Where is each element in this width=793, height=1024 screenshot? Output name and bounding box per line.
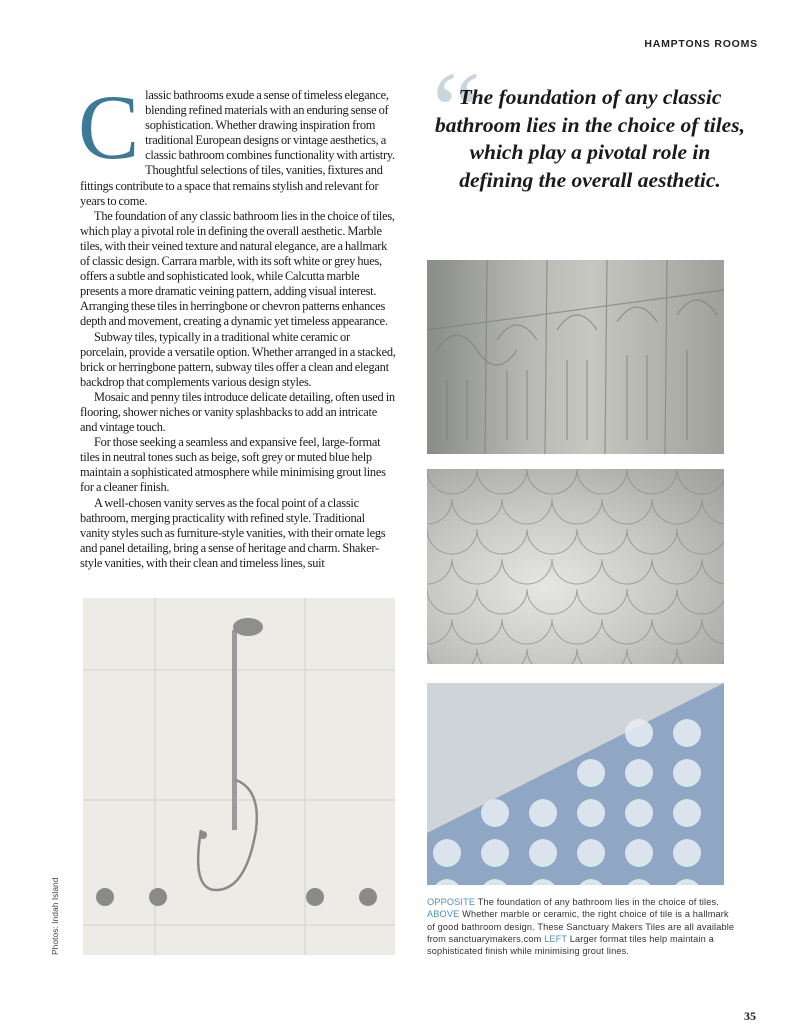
scale-tile <box>652 559 702 584</box>
tile-motif <box>673 719 701 747</box>
tile-motif <box>529 799 557 827</box>
scale-tile <box>477 529 527 554</box>
caption-label-left: LEFT <box>544 933 567 944</box>
scale-tile <box>602 619 652 644</box>
article-body <box>78 76 396 571</box>
caption-label-opposite: OPPOSITE <box>427 897 476 907</box>
scale-tile <box>427 649 477 664</box>
scale-tile <box>502 559 552 584</box>
scale-tile <box>452 499 502 524</box>
scale-tile <box>677 649 724 664</box>
scale-tile <box>427 619 452 644</box>
tile-motif <box>625 759 653 787</box>
photo-credit: Photos: Indah Island <box>50 877 60 955</box>
tile-motif <box>481 839 509 867</box>
encaustic-tile-pattern <box>427 683 724 885</box>
tile-motif <box>577 799 605 827</box>
tile-motif <box>481 799 509 827</box>
scale-tile <box>702 499 724 524</box>
scale-tile <box>602 559 652 584</box>
tile-motif <box>673 759 701 787</box>
page-number: 35 <box>744 1009 756 1023</box>
embossed-tile-pattern <box>427 260 724 454</box>
pull-quote: The foundation of any classic bathroom lies in the choice of tiles, which play a pivotal role in defining the overall aesthetic. <box>435 85 745 192</box>
scale-tile <box>627 529 677 554</box>
tile-motif <box>625 839 653 867</box>
scale-tile <box>452 559 502 584</box>
scale-tile <box>552 499 602 524</box>
scale-tile <box>477 469 527 494</box>
scale-tile <box>702 619 724 644</box>
photo-blue-encaustic-tiles <box>427 683 724 885</box>
scale-tile <box>502 619 552 644</box>
caption-label-above: ABOVE <box>427 909 460 920</box>
paragraph: Subway tiles, typically in a traditional white ceramic or porcelain, provide a versatile option. Whether arranged in a stacked, brick or herringbone pattern, subway tiles offer a clean and elegant backdrop that complements various design styles. <box>80 329 396 389</box>
scale-tile <box>477 649 527 664</box>
shower-illustration <box>83 598 395 955</box>
tile-motif <box>625 799 653 827</box>
quote-mark-icon: “ <box>432 49 481 171</box>
scale-tile <box>602 499 652 524</box>
paragraph: Mosaic and penny tiles introduce delicate detailing, often used in flooring, shower niches or vanity splashbacks to add an intricate and vintage touch. <box>80 389 395 435</box>
scale-tile <box>427 559 452 584</box>
caption-text: Larger format tiles help maintain a sophisticated finish while minimising grout lines. <box>427 933 714 957</box>
scale-tile <box>452 619 502 644</box>
paragraph: A well-chosen vanity serves as the focal point of a classic bathroom, merging practicality with refined style. Traditional vanity styles such as furniture-style vanities, with their ornate legs and panel detailing, bring a sense of heritage and charm. Shaker-style vanities, with their clean and timeless lines, suit <box>80 495 386 570</box>
caption-text: Whether marble or ceramic, the right choice of tile is a hallmark of good bathroom design. These Sanctuary Makers Tiles are all available from sanctuarymakers.com <box>427 909 735 944</box>
photo-caption <box>427 896 737 957</box>
tile-motif <box>577 759 605 787</box>
fish-scale-pattern <box>427 469 724 664</box>
tile-motif <box>673 799 701 827</box>
scale-tile <box>527 469 577 494</box>
scale-tile <box>427 529 477 554</box>
scale-tile <box>552 559 602 584</box>
tile-motif <box>625 719 653 747</box>
scale-tile <box>527 529 577 554</box>
drop-cap: C <box>78 76 140 178</box>
tile-motif <box>529 839 557 867</box>
scale-tile <box>627 589 677 614</box>
paragraph: The foundation of any classic bathroom lies in the choice of tiles, which play a pivotal role in defining the overall aesthetic. Marble tiles, with their veined texture and natural elegance, are a hallmark of classic design. Carrara marble, with its soft white or grey hues, offers a subtle and sophisticated look, while Calcutta marble presents a more dramatic veining pattern, adding visual interest. Arranging these tiles in herringbone or chevron patterns enhances depth and movement, creating a dynamic yet timeless appearance. <box>80 208 395 329</box>
scale-tile <box>677 529 724 554</box>
scale-tile <box>577 649 627 664</box>
scale-tile <box>627 649 677 664</box>
scale-tile <box>502 499 552 524</box>
scale-tile <box>427 499 452 524</box>
scale-tile <box>627 469 677 494</box>
scale-tile <box>577 529 627 554</box>
paragraph: For those seeking a seamless and expansive feel, large-format tiles in neutral tones such as beige, soft grey or muted blue help maintain a sophisticated atmosphere while minimising grout lines for a cleaner finish. <box>80 435 386 495</box>
scale-tile <box>477 589 527 614</box>
photo-embossed-tiles <box>427 260 724 454</box>
scale-tile <box>677 469 724 494</box>
scale-tile <box>677 589 724 614</box>
scale-tile <box>552 619 602 644</box>
scale-tile <box>652 499 702 524</box>
scale-tile <box>427 589 477 614</box>
tile-motif <box>433 839 461 867</box>
scale-tile <box>527 589 577 614</box>
tile-motif <box>577 839 605 867</box>
section-header: HAMPTONS ROOMS <box>644 38 758 50</box>
photo-shower-large-format-tiles <box>83 598 395 955</box>
scale-tile <box>652 619 702 644</box>
photo-fish-scale-marble-tiles <box>427 469 724 664</box>
caption-text: The foundation of any bathroom lies in the choice of tiles. <box>475 897 719 907</box>
paragraph <box>78 76 396 209</box>
scale-tile <box>577 589 627 614</box>
paragraph-text: lassic bathrooms exude a sense of timeless elegance, blending refined materials with an enduring sense of sophistication. Whether drawing inspiration from traditional European designs or vintage aesthetics, a classic bathroom combines functionality with artistry. Thoughtful selections of tiles, vanities, fixtures and fittings contribute to a space that remains stylish and relevant for years to come. <box>80 88 395 208</box>
scale-tile <box>527 649 577 664</box>
scale-tile <box>427 469 477 494</box>
scale-tile <box>702 559 724 584</box>
tile-motif <box>673 839 701 867</box>
scale-tile <box>577 469 627 494</box>
